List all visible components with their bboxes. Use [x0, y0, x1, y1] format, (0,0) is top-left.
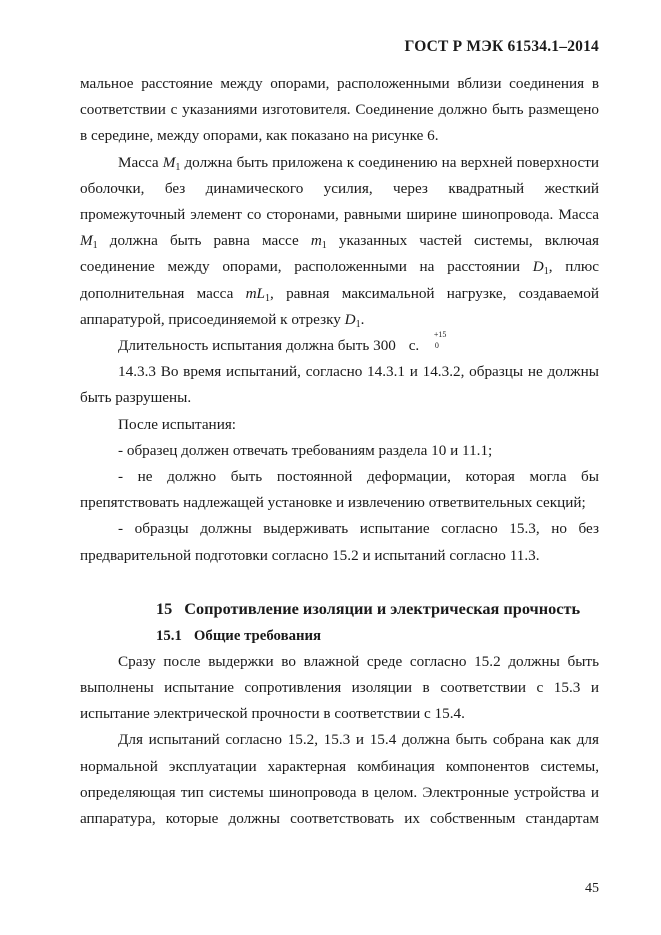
page-number: 45 [585, 881, 599, 896]
subsection-title: Общие требования [193, 627, 322, 644]
paragraph-4: 14.3.3 Во время испытаний, согласно 14.3.1 и 14.3.2, образцы не должны быть разрушены. [80, 363, 599, 407]
text-run: Длительность испытания должна быть 300 [118, 337, 396, 355]
section-heading [80, 595, 599, 623]
symbol-D: D [532, 258, 544, 276]
symbol-M: M [162, 153, 176, 171]
text-run: , равная максимальной нагрузке, создаваемой аппаратурой, присоединяемой к отрезку [80, 284, 599, 328]
tolerance-upper: +15 [433, 330, 447, 340]
paragraph-2 [80, 150, 599, 333]
subscript: 1 [321, 240, 327, 252]
text-run: должна быть равна массе [97, 232, 311, 250]
text-run: должна быть приложена к соединению на верхней поверхности оболочки, без динамического усилия, через квадратный жесткий промежуточный элемент со сторонами, равными ширине шинопровода. Масса [80, 153, 599, 224]
text-run: , плюс дополнительная масса [80, 258, 599, 302]
symbol-D: D [344, 310, 356, 328]
symbol-M: M [80, 232, 93, 250]
tolerance-lower: 0 [434, 341, 439, 351]
tolerance [396, 330, 447, 351]
subscript: 1 [175, 161, 181, 173]
symbol-mL: mL [245, 284, 266, 302]
text-run: . [360, 310, 365, 328]
paragraph-6: - образец должен отвечать требованиям раздела 10 и 11.1; [118, 441, 493, 459]
paragraph-9: Сразу после выдержки во влажной среде согласно 15.2 должны быть выполнены испытание сопротивления изоляции в соответствии с 15.3 и испытание электрической прочности в соответствии с 15.4. [80, 652, 599, 723]
paragraph-7: - не должно быть постоянной деформации, которая могла бы препятствовать надлежащей установке и извлечению ответвительных секций; [80, 468, 599, 512]
subscript: 1 [92, 240, 98, 252]
body-text [80, 71, 599, 832]
page-header: ГОСТ Р МЭК 61534.1–2014 [404, 38, 599, 55]
paragraph-3 [80, 330, 599, 359]
text-run: указанных частей системы, включая соединение между опорами, расположенными на расстоянии [80, 232, 599, 276]
subscript: 1 [265, 292, 271, 304]
paragraph-8: - образцы должны выдерживать испытание согласно 15.3, но без предварительной подготовки согласно 15.2 и испытаний согласно 11.3. [80, 520, 599, 564]
subscript: 1 [355, 318, 361, 330]
section-number: 15 [156, 598, 173, 618]
section-spacer [80, 569, 599, 595]
text-run: Масса [118, 153, 163, 171]
section-title: Сопротивление изоляции и электрическая прочность [184, 598, 581, 618]
subsection-heading [80, 623, 599, 649]
paragraph-10: Для испытаний согласно 15.2, 15.3 и 15.4 должна быть собрана как для нормальной эксплуатации характерная комбинация компонентов системы, определяющая тип системы шинопровода в целом. Электронные устройства и аппаратура, которые должны соответствовать их собственным стандартам [80, 731, 599, 828]
text-run: с. [404, 337, 420, 355]
subsection-number: 15.1 [156, 627, 182, 644]
subscript: 1 [543, 266, 549, 278]
paragraph-5: После испытания: [118, 415, 237, 433]
paragraph-1: мальное расстояние между опорами, расположенными вблизи соединения в соответствии с указаниями изготовителя. Соединение должно быть размещено в середине, между опорами, как показано на рисунке 6. [80, 75, 599, 145]
symbol-m: m [310, 232, 322, 250]
